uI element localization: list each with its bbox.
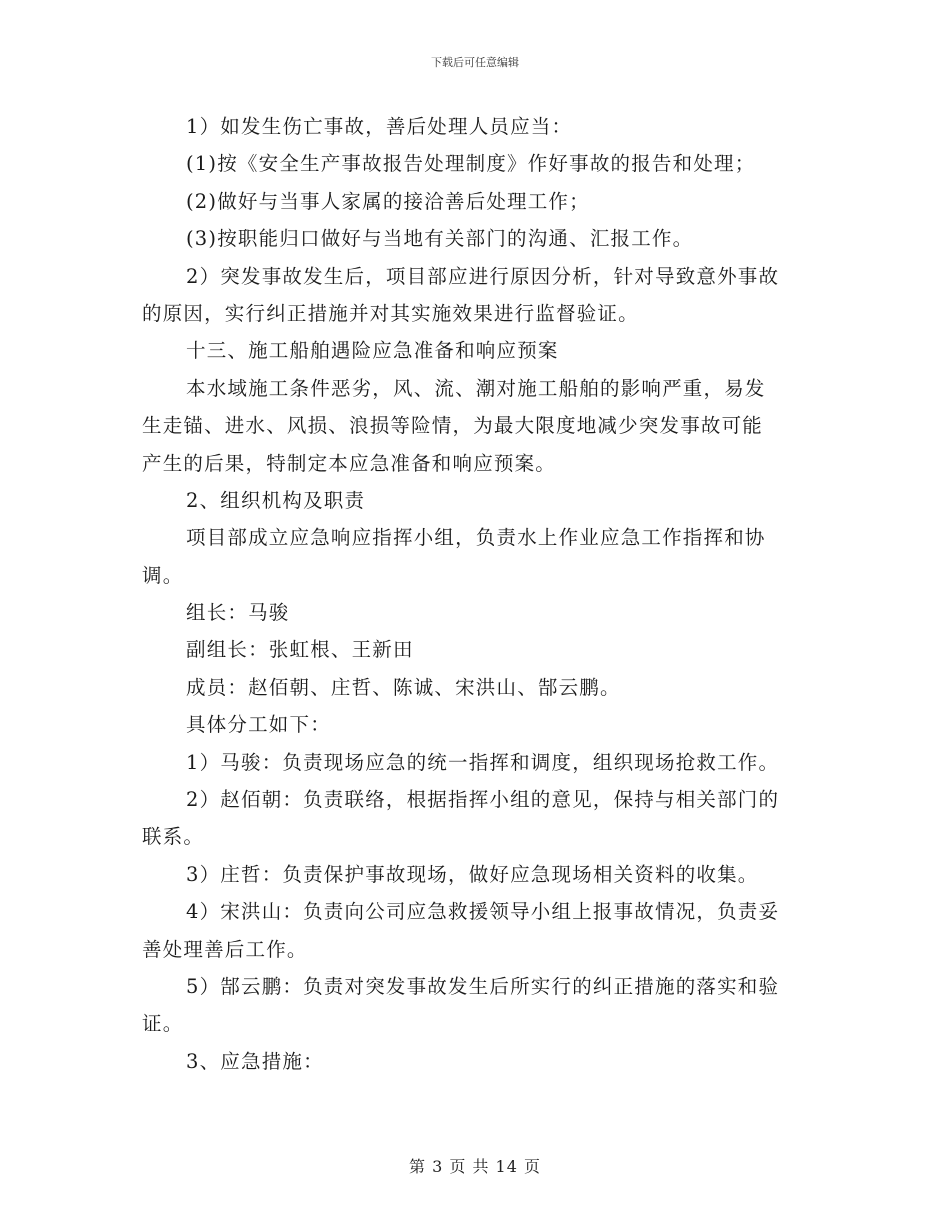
text-line: 副组长：张虹根、王新田 bbox=[186, 638, 414, 662]
text-line: 1）马骏：负责现场应急的统一指挥和调度，组织现场抢救工作。 bbox=[186, 750, 780, 774]
text-line: 善处理善后工作。 bbox=[142, 937, 308, 961]
text-line: 2）突发事故发生后，项目部应进行原因分析，针对导致意外事故 bbox=[186, 264, 780, 288]
text-line: 3、应急措施： bbox=[186, 1049, 324, 1073]
text-line: 具体分工如下： bbox=[186, 713, 331, 737]
text-line: 生走锚、进水、风损、浪损等险情，为最大限度地减少突发事故可能 bbox=[142, 414, 764, 438]
text-line: 联系。 bbox=[142, 825, 205, 849]
text-line: (1)按《安全生产事故报告处理制度》作好事故的报告和处理； bbox=[186, 152, 756, 176]
text-line: 证。 bbox=[142, 1012, 184, 1036]
text-line: 2）赵佰朝：负责联络，根据指挥小组的意见，保持与相关部门的 bbox=[186, 788, 780, 812]
text-line: (2)做好与当事人家属的接洽善后处理工作； bbox=[186, 189, 590, 213]
page-header: 下载后可任意编辑 bbox=[431, 56, 519, 69]
text-line: 成员：赵佰朝、庄哲、陈诚、宋洪山、郜云鹏。 bbox=[186, 675, 621, 699]
text-line: 3）庄哲：负责保护事故现场，做好应急现场相关资料的收集。 bbox=[186, 862, 759, 886]
text-line: 的原因，实行纠正措施并对其实施效果进行监督验证。 bbox=[142, 301, 639, 325]
text-line: 2、组织机构及职责 bbox=[186, 488, 366, 512]
text-line: 1）如发生伤亡事故，善后处理人员应当： bbox=[186, 115, 573, 138]
text-line: (3)按职能归口做好与当地有关部门的沟通、汇报工作。 bbox=[186, 227, 694, 251]
text-line: 产生的后果，特制定本应急准备和响应预案。 bbox=[142, 451, 557, 475]
text-line: 5）郜云鹏：负责对突发事故发生后所实行的纠正措施的落实和验 bbox=[186, 974, 780, 998]
text-line: 调。 bbox=[142, 563, 184, 587]
page-footer: 第 3 页 共 14 页 bbox=[409, 1157, 541, 1176]
text-line: 十三、施工船舶遇险应急准备和响应预案 bbox=[186, 339, 559, 363]
text-line: 4）宋洪山：负责向公司应急救援领导小组上报事故情况，负责妥 bbox=[186, 900, 780, 924]
text-line: 组长：马骏 bbox=[186, 601, 290, 625]
text-line: 项目部成立应急响应指挥小组，负责水上作业应急工作指挥和协 bbox=[186, 526, 766, 550]
document-body bbox=[142, 108, 808, 1080]
text-line: 本水域施工条件恶劣，风、流、潮对施工船舶的影响严重，易发 bbox=[186, 376, 766, 400]
